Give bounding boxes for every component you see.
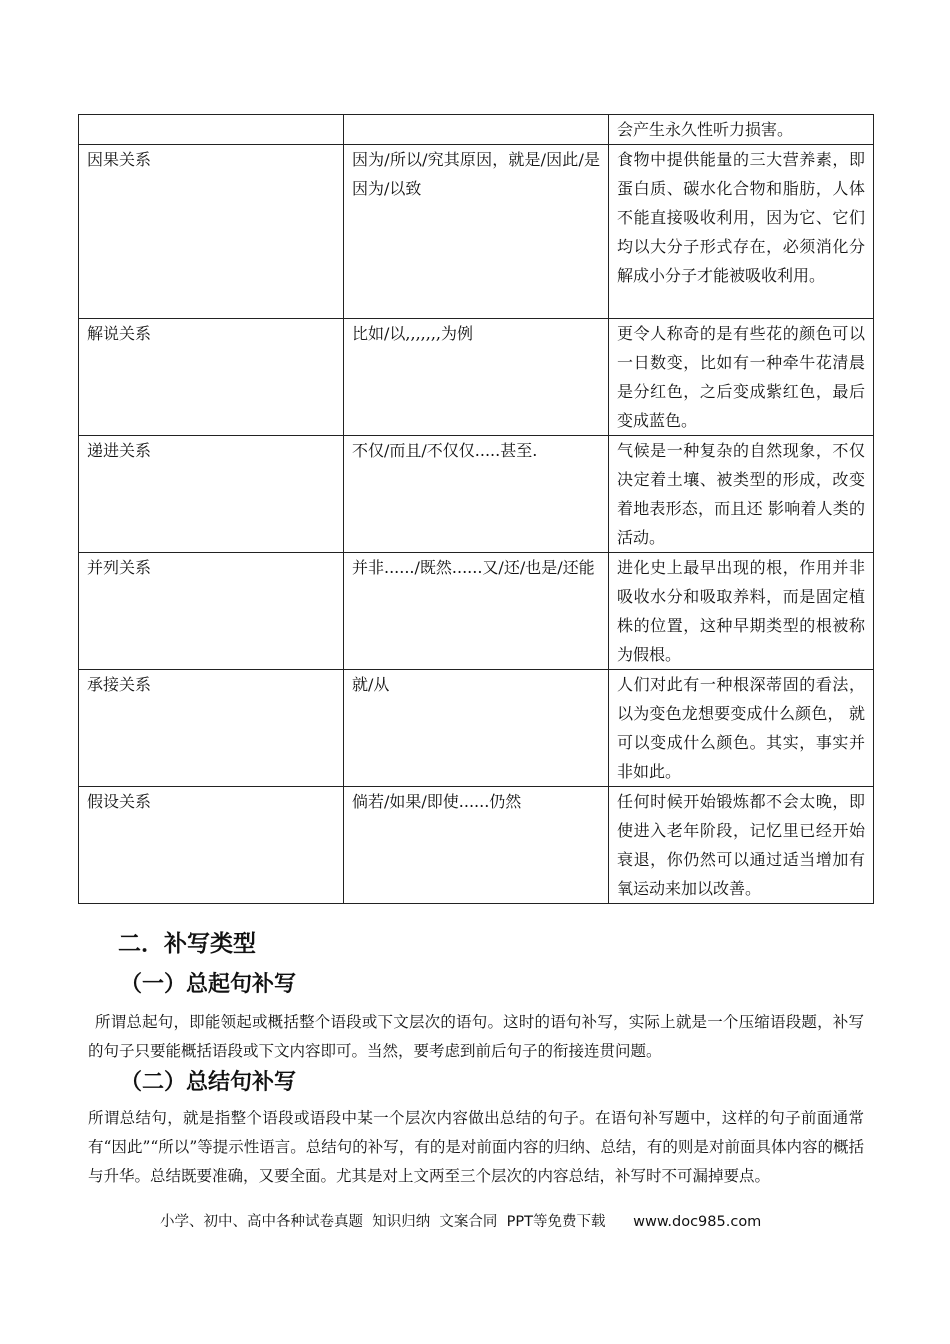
example-cell: 食物中提供能量的三大营养素，即蛋白质、碳水化合物和脂肪，人体不能直接吸收利用，因为它、它们均以大分子形式存在，必须消化分解成小分子才能被吸收利用。: [609, 145, 874, 319]
relation-table: [78, 114, 874, 904]
summary-sentence-paragraph: 所谓总结句，就是指整个语段或语段中某一个层次内容做出总结的句子。在语句补写题中，这样的句子前面通常有“因此”“所以”等提示性语言。总结句的补写，有的是对前面内容的归纳、总结，有的则是对前面具体内容的概括与升华。总结既要准确，又要全面。尤其是对上文两至三个层次的内容总结，补写时不可漏掉要点。: [88, 1109, 864, 1185]
table-row: [79, 787, 874, 904]
topic-sentence-paragraph: 所谓总起句，即能领起或概括整个语段或下文层次的语句。这时的语句补写，实际上就是一个压缩语段题，补写的句子只要能概括语段或下文内容即可。当然，要考虑到前后句子的衔接连贯问题。: [88, 1013, 864, 1060]
connective-words-cell: 并非....../既然......又/还/也是/还能: [344, 553, 609, 670]
example-cell: 任何时候开始锻炼都不会太晚，即使进入老年阶段，记忆里已经开始衰退，你仍然可以通过适当增加有氧运动来加以改善。: [609, 787, 874, 904]
example-cell: 气候是一种复杂的自然现象，不仅决定着土壤、被类型的形成，改变着地表形态，而且还 影响着人类的活动。: [609, 436, 874, 553]
connective-words-cell: 不仅/而且/不仅仅.....甚至.: [344, 436, 609, 553]
table-row: [79, 115, 874, 145]
relation-type-cell: 解说关系: [79, 319, 344, 436]
page-footer: 小学、初中、高中各种试卷真题 知识归纳 文案合同 PPT等免费下载 www.doc985.com: [160, 1214, 762, 1230]
example-cell: 会产生永久性听力损害。: [609, 115, 874, 145]
connective-words-cell: 因为/所以/究其原因，就是/因此/是因为/以致: [344, 145, 609, 319]
example-cell: 更令人称奇的是有些花的颜色可以一日数变，比如有一种牵牛花清晨是分红色，之后变成紫红色，最后变成蓝色。: [609, 319, 874, 436]
relation-type-cell: 因果关系: [79, 145, 344, 319]
section-title: 二．补写类型: [118, 931, 256, 957]
relation-type-cell: 假设关系: [79, 787, 344, 904]
example-cell: 人们对此有一种根深蒂固的看法，以为变色龙想要变成什么颜色， 就可以变成什么颜色。其实，事实并非如此。: [609, 670, 874, 787]
table-row: [79, 670, 874, 787]
connective-words-cell: 比如/以,,,,,,,为例: [344, 319, 609, 436]
relation-type-cell: [79, 115, 344, 145]
connective-words-cell: 倘若/如果/即使......仍然: [344, 787, 609, 904]
relation-type-cell: 并列关系: [79, 553, 344, 670]
relation-type-cell: 递进关系: [79, 436, 344, 553]
example-cell: 进化史上最早出现的根，作用并非吸收水分和吸取养料，而是固定植株的位置，这种早期类型的根被称为假根。: [609, 553, 874, 670]
table-row: [79, 553, 874, 670]
subsection-title-topic-sentence: （一）总起句补写: [120, 972, 297, 997]
table-row: [79, 319, 874, 436]
connective-words-cell: [344, 115, 609, 145]
relation-type-cell: 承接关系: [79, 670, 344, 787]
subsection-title-summary-sentence: （二）总结句补写: [120, 1070, 297, 1095]
connective-words-cell: 就/从: [344, 670, 609, 787]
table-row: [79, 436, 874, 553]
table-row: [79, 145, 874, 319]
